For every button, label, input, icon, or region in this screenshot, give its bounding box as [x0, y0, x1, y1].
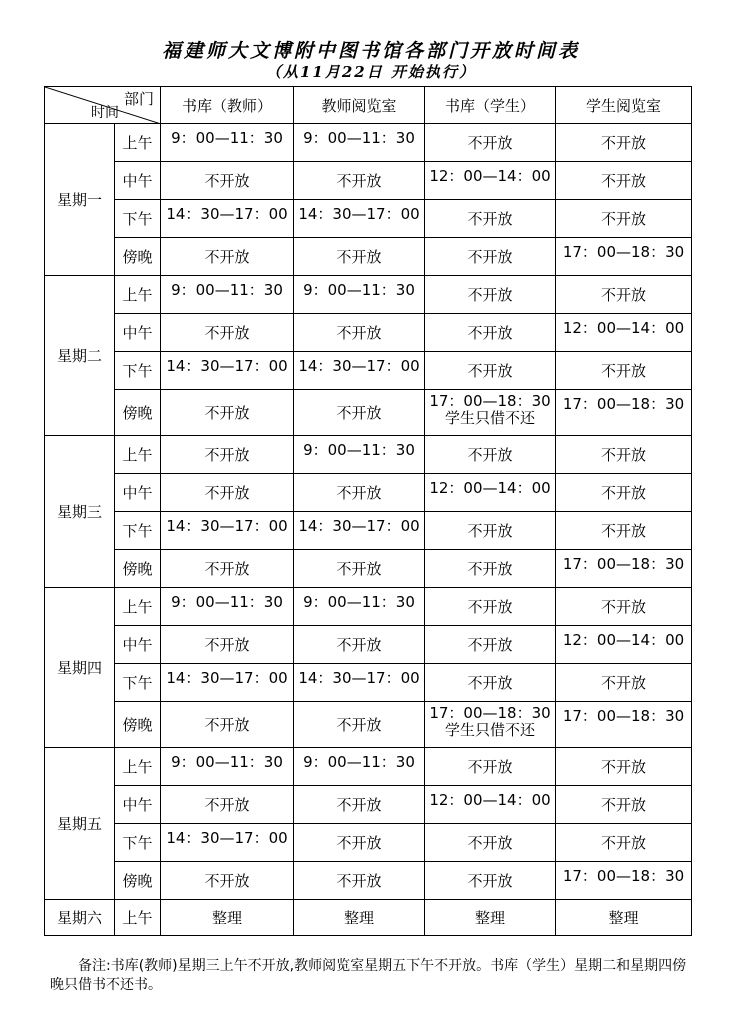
- schedule-cell: 12：00—14：00: [425, 162, 556, 200]
- schedule-cell: 14：30—17：00: [294, 352, 425, 390]
- period-label: 上午: [115, 900, 161, 936]
- schedule-cell: 9：00—11：30: [294, 588, 425, 626]
- period-label: 上午: [115, 588, 161, 626]
- schedule-cell: 不开放: [425, 238, 556, 276]
- schedule-cell: 不开放: [556, 162, 692, 200]
- table-row: [45, 314, 692, 352]
- schedule-cell: 不开放: [425, 314, 556, 352]
- table-row: [45, 238, 692, 276]
- schedule-cell: 不开放: [556, 352, 692, 390]
- column-header: 学生阅览室: [556, 87, 692, 124]
- table-row: [45, 390, 692, 436]
- table-row: [45, 748, 692, 786]
- schedule-cell: 不开放: [294, 474, 425, 512]
- schedule-cell: 不开放: [556, 200, 692, 238]
- schedule-cell: 9：00—11：30: [161, 276, 294, 314]
- schedule-cell: 不开放: [161, 474, 294, 512]
- schedule-cell: 不开放: [161, 702, 294, 748]
- period-label: 上午: [115, 748, 161, 786]
- column-header: 教师阅览室: [294, 87, 425, 124]
- schedule-cell: 9：00—11：30: [294, 124, 425, 162]
- schedule-cell: 不开放: [161, 314, 294, 352]
- schedule-cell: 不开放: [161, 550, 294, 588]
- day-label: 星期五: [45, 748, 115, 900]
- schedule-cell: 不开放: [556, 474, 692, 512]
- schedule-cell: 不开放: [425, 550, 556, 588]
- schedule-cell: 12：00—14：00: [556, 314, 692, 352]
- schedule-cell: 17：00—18：30: [556, 862, 692, 900]
- schedule-cell: 不开放: [425, 436, 556, 474]
- schedule-cell: 不开放: [294, 162, 425, 200]
- schedule-cell: 14：30—17：00: [294, 664, 425, 702]
- table-row: [45, 702, 692, 748]
- schedule-cell: 不开放: [556, 748, 692, 786]
- schedule-cell: 9：00—11：30: [294, 748, 425, 786]
- schedule-cell: 不开放: [556, 786, 692, 824]
- schedule-cell: 整理: [161, 900, 294, 936]
- schedule-cell: 不开放: [294, 786, 425, 824]
- schedule-cell-note: 学生只借不还: [444, 721, 535, 739]
- schedule-cell: 不开放: [556, 664, 692, 702]
- day-label: 星期四: [45, 588, 115, 748]
- schedule-cell: 14：30—17：00: [294, 512, 425, 550]
- period-label: 下午: [115, 664, 161, 702]
- period-label: 傍晚: [115, 702, 161, 748]
- schedule-cell: 不开放: [425, 512, 556, 550]
- period-label: 下午: [115, 200, 161, 238]
- schedule-cell: 不开放: [425, 824, 556, 862]
- period-label: 中午: [115, 474, 161, 512]
- column-header: 书库（教师）: [161, 87, 294, 124]
- period-label: 上午: [115, 276, 161, 314]
- period-label: 傍晚: [115, 390, 161, 436]
- schedule-cell: 不开放: [556, 124, 692, 162]
- table-row: [45, 626, 692, 664]
- schedule-cell-note: 学生只借不还: [444, 409, 535, 427]
- schedule-cell: 整理: [294, 900, 425, 936]
- table-row: [45, 436, 692, 474]
- day-label: 星期三: [45, 436, 115, 588]
- schedule-cell-time: 17：00—18：30: [429, 392, 551, 410]
- period-label: 中午: [115, 314, 161, 352]
- period-label: 上午: [115, 436, 161, 474]
- schedule-cell: 9：00—11：30: [294, 276, 425, 314]
- schedule-cell: 不开放: [556, 512, 692, 550]
- schedule-cell: 14：30—17：00: [161, 824, 294, 862]
- schedule-cell: 14：30—17：00: [294, 200, 425, 238]
- period-label: 中午: [115, 162, 161, 200]
- page-subtitle: （从11月22日 开始执行）: [266, 63, 476, 81]
- corner-time-label: 时间: [91, 105, 119, 121]
- period-label: 傍晚: [115, 238, 161, 276]
- period-label: 中午: [115, 786, 161, 824]
- day-label: 星期一: [45, 124, 115, 276]
- schedule-cell: 不开放: [556, 436, 692, 474]
- schedule-cell: 不开放: [556, 276, 692, 314]
- table-row: [45, 162, 692, 200]
- schedule-cell: 不开放: [161, 862, 294, 900]
- schedule-cell: 17：00—18：30: [556, 702, 692, 748]
- table-row: [45, 352, 692, 390]
- schedule-cell: 不开放: [294, 314, 425, 352]
- schedule-cell: 14：30—17：00: [161, 664, 294, 702]
- table-row: [45, 824, 692, 862]
- schedule-cell: 不开放: [425, 588, 556, 626]
- schedule-cell: 不开放: [294, 702, 425, 748]
- footnote: 备注:书库(教师)星期三上午不开放,教师阅览室星期五下午不开放。书库（学生）星期二和星期四傍晚只借书不还书。: [50, 958, 687, 993]
- schedule-cell: 17：00—18：30: [556, 238, 692, 276]
- header-row: [45, 87, 692, 124]
- schedule-cell: 17：00—18：30: [556, 550, 692, 588]
- day-label: 星期二: [45, 276, 115, 436]
- schedule-cell: 整理: [425, 900, 556, 936]
- schedule-cell: 17：00—18：30: [556, 390, 692, 436]
- period-label: 傍晚: [115, 550, 161, 588]
- schedule-cell: 14：30—17：00: [161, 512, 294, 550]
- schedule-cell: [425, 390, 556, 436]
- corner-department-label: 部门: [123, 90, 154, 108]
- schedule-cell: 14：30—17：00: [161, 200, 294, 238]
- table-row: [45, 862, 692, 900]
- schedule-cell: [425, 702, 556, 748]
- schedule-cell: 不开放: [161, 162, 294, 200]
- table-row: [45, 786, 692, 824]
- schedule-cell: 不开放: [161, 436, 294, 474]
- table-row: [45, 474, 692, 512]
- column-header: 书库（学生）: [425, 87, 556, 124]
- schedule-cell: 9：00—11：30: [161, 748, 294, 786]
- table-row: [45, 588, 692, 626]
- schedule-cell: 14：30—17：00: [161, 352, 294, 390]
- schedule-cell: 不开放: [294, 824, 425, 862]
- corner-header: [45, 87, 161, 124]
- schedule-cell: 不开放: [161, 786, 294, 824]
- period-label: 中午: [115, 626, 161, 664]
- schedule-cell: 不开放: [161, 238, 294, 276]
- period-label: 上午: [115, 124, 161, 162]
- schedule-cell: 不开放: [425, 200, 556, 238]
- period-label: 下午: [115, 512, 161, 550]
- schedule-cell: 不开放: [294, 390, 425, 436]
- schedule-cell: 不开放: [294, 238, 425, 276]
- schedule-cell: 不开放: [425, 352, 556, 390]
- schedule-cell: 不开放: [425, 626, 556, 664]
- schedule-cell: 12：00—14：00: [556, 626, 692, 664]
- schedule-cell: 9：00—11：30: [161, 588, 294, 626]
- schedule-cell: 不开放: [425, 748, 556, 786]
- schedule-cell: 不开放: [425, 664, 556, 702]
- schedule-cell: 整理: [556, 900, 692, 936]
- schedule-cell: 不开放: [294, 626, 425, 664]
- schedule-cell: 9：00—11：30: [161, 124, 294, 162]
- schedule-table: [44, 86, 692, 936]
- table-row: [45, 276, 692, 314]
- table-row: [45, 124, 692, 162]
- period-label: 傍晚: [115, 862, 161, 900]
- schedule-cell: 不开放: [161, 626, 294, 664]
- page-title: 福建师大文博附中图书馆各部门开放时间表: [161, 40, 580, 62]
- table-row: [45, 200, 692, 238]
- period-label: 下午: [115, 824, 161, 862]
- schedule-cell: 12：00—14：00: [425, 474, 556, 512]
- schedule-body: [45, 124, 692, 936]
- schedule-cell: 不开放: [425, 276, 556, 314]
- schedule-cell: 12：00—14：00: [425, 786, 556, 824]
- schedule-cell: 不开放: [425, 124, 556, 162]
- schedule-cell: 不开放: [294, 550, 425, 588]
- schedule-cell-time: 17：00—18：30: [429, 704, 551, 722]
- schedule-cell: 不开放: [556, 588, 692, 626]
- schedule-cell: 不开放: [161, 390, 294, 436]
- period-label: 下午: [115, 352, 161, 390]
- table-row: [45, 900, 692, 936]
- table-row: [45, 664, 692, 702]
- day-label: 星期六: [45, 900, 115, 936]
- table-row: [45, 512, 692, 550]
- schedule-cell: 不开放: [294, 862, 425, 900]
- schedule-cell: 9：00—11：30: [294, 436, 425, 474]
- table-row: [45, 550, 692, 588]
- schedule-cell: 不开放: [556, 824, 692, 862]
- schedule-cell: 不开放: [425, 862, 556, 900]
